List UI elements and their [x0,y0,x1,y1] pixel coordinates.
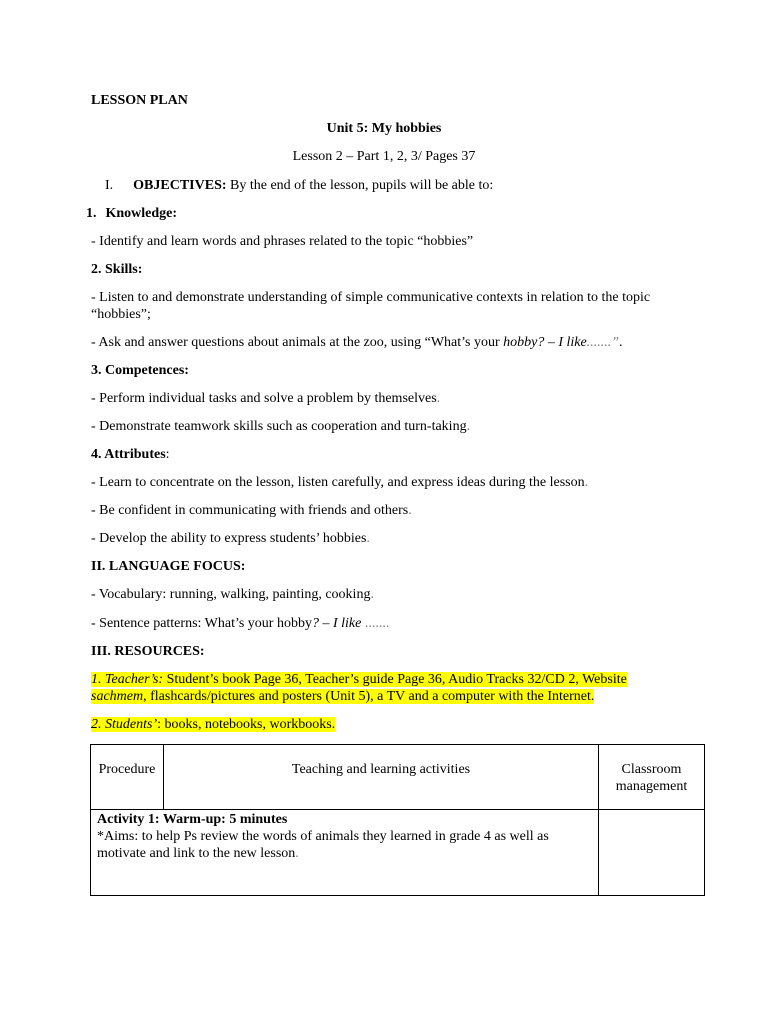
activity-1-cell: Activity 1: Warm-up: 5 minutes *Aims: to help Ps review the words of animals they learned in grade 4 as well as motivate and link to the new lesson. [91,810,599,896]
competences-item-1: - Perform individual tasks and solve a problem by themselves. [91,391,441,406]
attributes-item-2: - Be confident in communicating with friends and others. [91,503,412,518]
resources-students: 2. Students’: books, notebooks, workbooks. [91,717,336,732]
objectives-numeral: I. [105,178,114,193]
table-row [91,810,705,896]
table-header-row [91,745,705,810]
objectives-heading [105,177,493,194]
header-classroom-management: Classroom management [599,745,705,810]
sentence-pattern-item: - Sentence patterns: What’s your hobby? – I like ....... [91,616,390,631]
lesson-subtitle: Lesson 2 – Part 1, 2, 3/ Pages 37 [292,149,476,164]
header-procedure: Procedure [91,745,164,810]
activities-table [90,744,705,896]
competences-item-2: - Demonstrate teamwork skills such as cooperation and turn-taking. [91,419,471,434]
attributes-heading: 4. Attributes: [91,447,170,462]
activity-1-title: Activity 1: Warm-up: 5 minutes [97,812,288,827]
objectives-label: OBJECTIVES: [133,178,227,193]
resources-teacher-line-2: sachmem, flashcards/pictures and posters (Unit 5), a TV and a computer with the Internet. [91,689,595,704]
language-focus-heading: II. LANGUAGE FOCUS: [91,559,246,574]
doc-title: LESSON PLAN [91,93,188,108]
skills-item-1: - Listen to and demonstrate understanding of simple communicative contexts in relation to the topic “hobbies”; [91,290,651,322]
header-activities: Teaching and learning activities [164,745,599,810]
objectives-text: By the end of the lesson, pupils will be able to: [226,178,494,193]
knowledge-item: - Identify and learn words and phrases related to the topic “hobbies” [91,234,474,249]
competences-heading: 3. Competences: [91,363,189,378]
skills-item-2: - Ask and answer questions about animals at the zoo, using “What’s your hobby? – I like.......”. [91,335,623,350]
activity-1-aims: *Aims: to help Ps review the words of animals they learned in grade 4 as well as motivate and link to the new lesson [97,829,549,861]
unit-title: Unit 5: My hobbies [326,121,442,136]
knowledge-heading: 1. Knowledge: [86,206,178,221]
attributes-item-1: - Learn to concentrate on the lesson, listen carefully, and express ideas during the lesson. [91,475,589,490]
resources-teacher-line-1: 1. Teacher’s: Student’s book Page 36, Teacher’s guide Page 36, Audio Tracks 32/CD 2, Website [91,672,627,687]
skills-heading: 2. Skills: [91,262,143,277]
activity-1-management-cell [599,810,705,896]
attributes-item-3: - Develop the ability to express students’ hobbies. [91,531,370,546]
vocabulary-item: - Vocabulary: running, walking, painting, cooking. [91,587,374,602]
resources-heading: III. RESOURCES: [91,644,205,659]
